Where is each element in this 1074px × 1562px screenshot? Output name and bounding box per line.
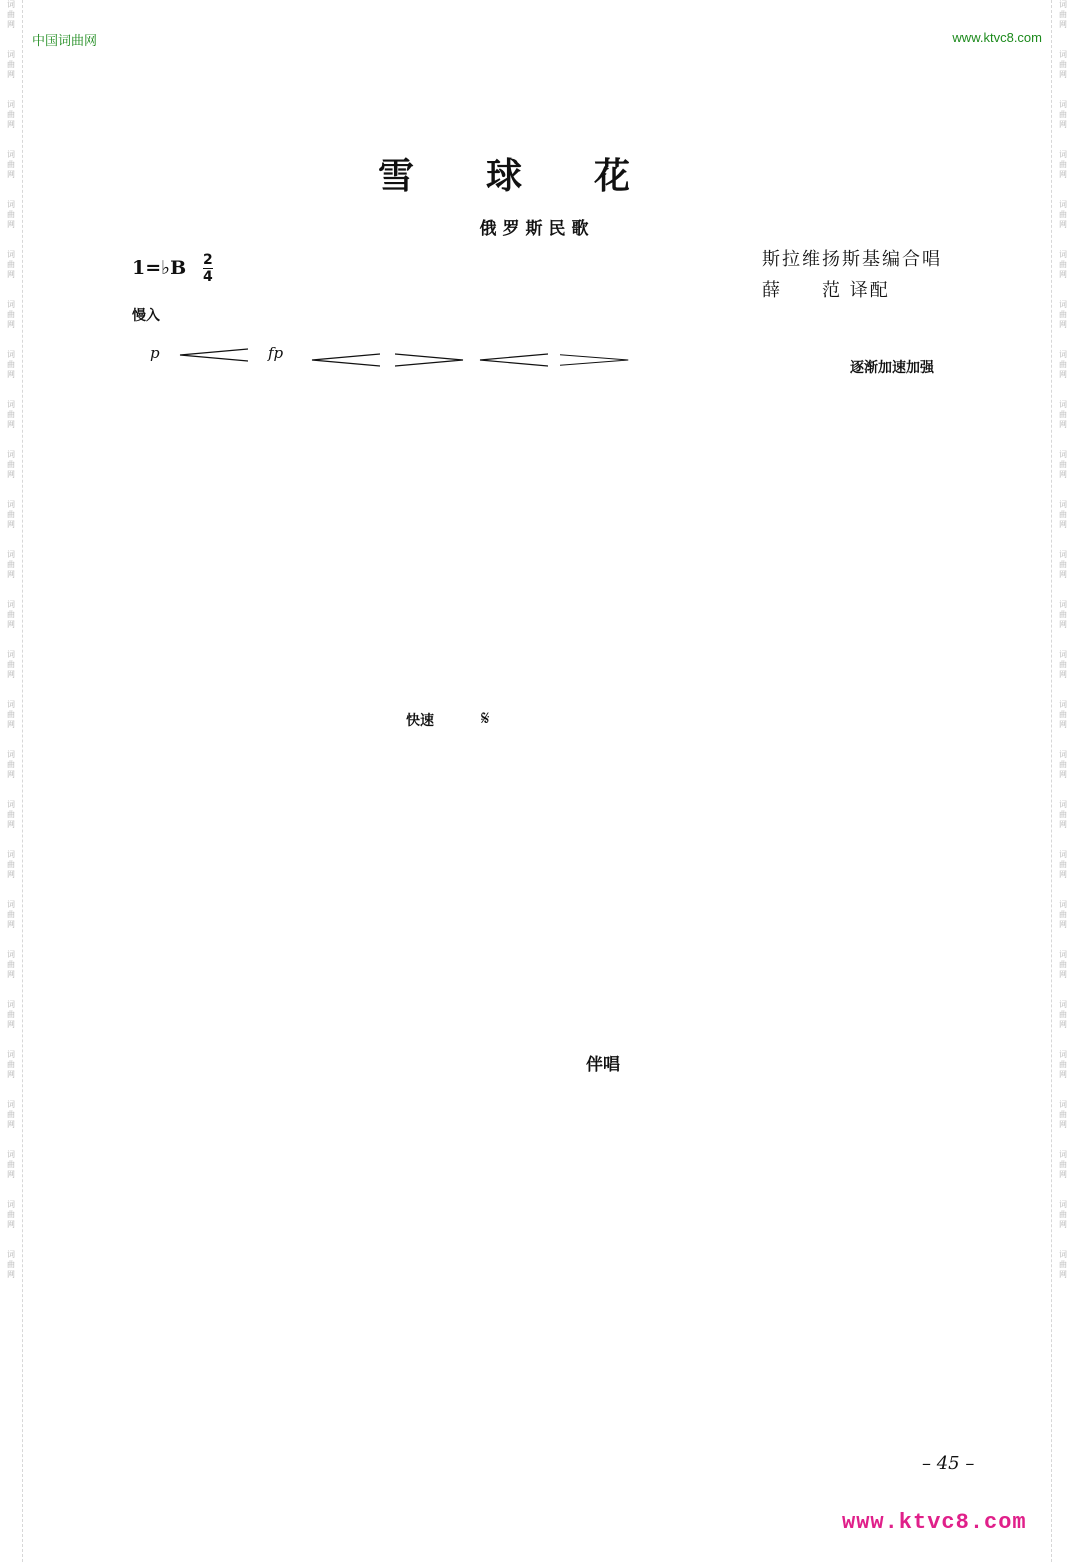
decrescendo-hairpin [560,353,630,367]
crescendo-hairpin [310,353,380,367]
accelerando-marking: 逐渐加速加强 [850,360,934,376]
score-system-2 [100,740,980,1010]
dynamic-p: p [150,344,160,362]
score-system-3 [100,1085,980,1435]
key-signature: 1=♭B [132,257,187,279]
score-system-1 [100,380,980,650]
crescendo-hairpin [478,353,548,367]
site-name[interactable]: 中国词曲网 [32,34,98,49]
site-url[interactable]: www.ktvc8.com [952,30,1042,45]
tempo-intro: 慢入 [132,308,160,324]
time-signature [203,252,213,285]
watermark-text: 词 曲 网 词 曲 网 词 曲 网 词 曲 网 词 曲 网 词 曲 网 词 曲 网 词 曲 网 词 曲 网 词 曲 网 词 曲 网 词 曲 网 词 曲 网 词 曲 网 词 曲 网 词 曲 网 词 曲 网 词 曲 网 词 曲 网 词 曲 网 词 曲 网 词 曲 网 词 曲 网 词 曲 网 词 曲 网 词 曲 网 [7,0,15,1279]
decrescendo-hairpin [395,353,465,367]
tempo-fast: 快速 [406,713,434,729]
footer-watermark-url[interactable]: www.ktvc8.com [842,1510,1027,1535]
translator-credit: 薛 范 译配 [762,280,890,301]
meter-top: 2 [203,252,213,268]
page-number: – 45 – [922,1453,975,1474]
segno-sign: 𝄋 [481,706,490,730]
watermark-text: 词 曲 网 词 曲 网 词 曲 网 词 曲 网 词 曲 网 词 曲 网 词 曲 网 词 曲 网 词 曲 网 词 曲 网 词 曲 网 词 曲 网 词 曲 网 词 曲 网 词 曲 网 词 曲 网 词 曲 网 词 曲 网 词 曲 网 词 曲 网 词 曲 网 词 曲 网 词 曲 网 词 曲 网 词 曲 网 词 曲 网 [1059,0,1067,1279]
dynamic-fp: fp [268,344,284,362]
accompaniment-label: 伴唱 [586,1055,620,1075]
meter-bottom: 4 [203,269,213,285]
song-title: 雪球花 [377,155,702,197]
arranger-credit: 斯拉维扬斯基编合唱 [762,249,942,270]
crescendo-hairpin [178,348,248,362]
song-subtitle: 俄罗斯民歌 [479,219,595,239]
